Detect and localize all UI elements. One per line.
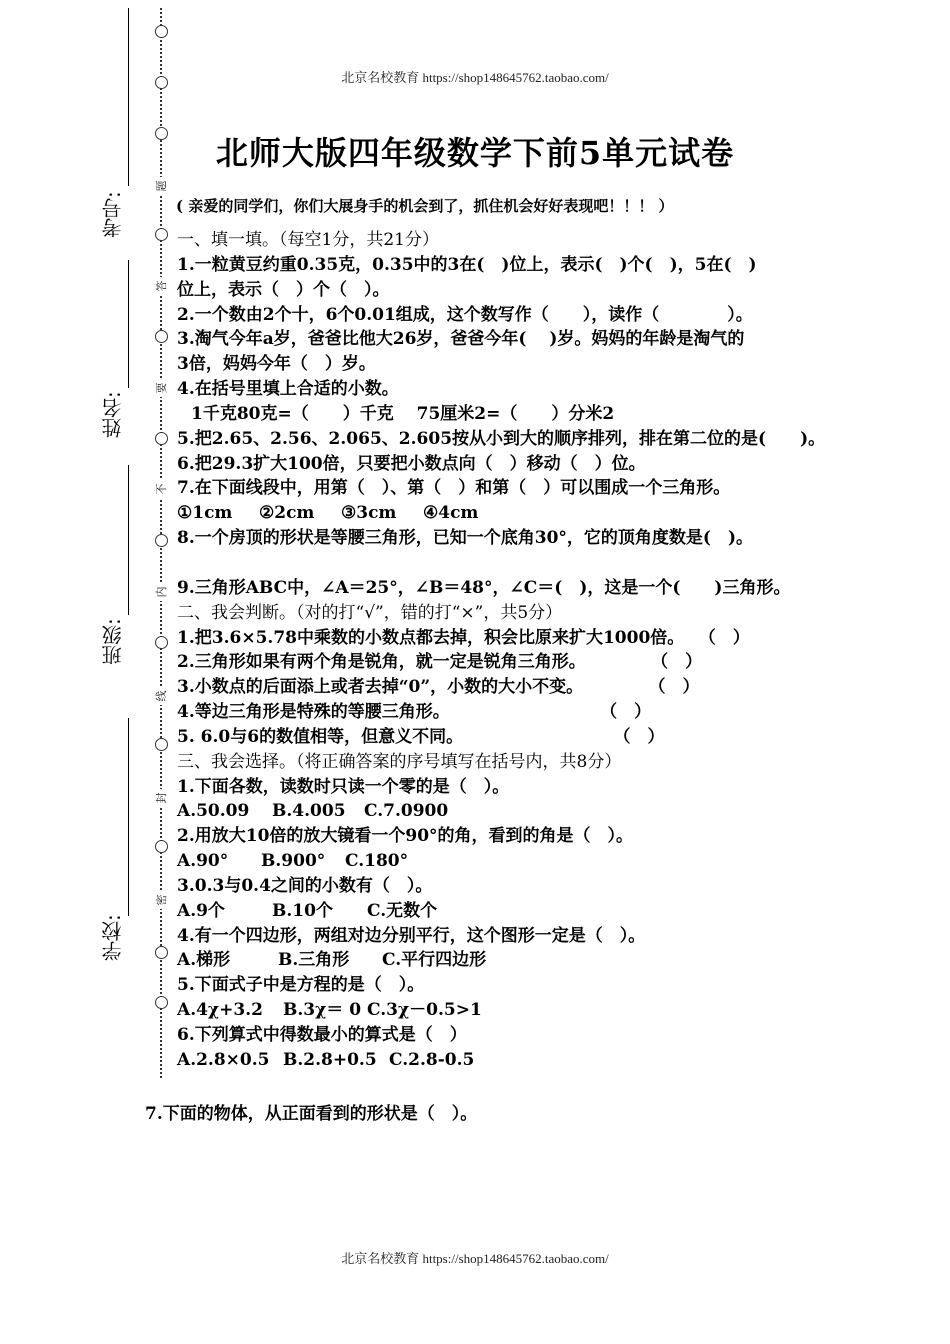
exam-line: 7.在下面线段中，用第（ ）、第（ ）和第（ ）可以围成一个三角形。 <box>177 478 731 499</box>
seal-circle <box>155 946 168 959</box>
exam-line <box>177 948 857 973</box>
exam-line: 6.把29.3扩大100倍，只要把小数点向（ ）移动（ ）位。 <box>177 453 646 474</box>
exam-number-label: 考号: <box>101 191 125 239</box>
option-item: A.50.09 <box>177 801 250 822</box>
field-line <box>128 260 129 388</box>
intro-text: ( 亲爱的同学们，你们大展身手的机会到了，抓住机会好好表现吧！！！ ） <box>176 197 674 215</box>
exam-line: 5.把2.65、2.56、2.065、2.605按从小到大的顺序排列，排在第二位的是( )。 <box>177 428 826 449</box>
exam-line: 位上，表示（ ）个（ ）。 <box>177 279 390 300</box>
exam-line <box>177 1048 857 1073</box>
seal-circle <box>155 636 168 649</box>
option-item: A.梯形 <box>177 950 231 971</box>
exam-line: 1.下面各数，读数时只读一个零的是（ ）。 <box>177 776 510 797</box>
exam-line: 三、我会选择。（将正确答案的序号填写在括号内，共8分） <box>177 751 622 772</box>
seal-circle <box>155 534 168 547</box>
option-item: C.3χ－0.5>1 <box>367 1000 482 1021</box>
seal-char: 要 <box>153 379 169 397</box>
option-item: B.900° <box>261 851 326 872</box>
exam-line: 8.一个房顶的形状是等腰三角形，已知一个底角30°，它的顶角度数是( )。 <box>177 528 753 549</box>
seal-char: 题 <box>153 177 169 195</box>
exam-content <box>177 228 857 1073</box>
option-item: C.7.0900 <box>364 801 449 822</box>
option-item: A.4χ+3.2 <box>177 1000 263 1021</box>
exam-line: 3倍，妈妈今年（ ）岁。 <box>177 354 376 375</box>
seal-char: 内 <box>153 583 169 601</box>
field-line <box>128 465 129 615</box>
seal-circle <box>155 996 168 1009</box>
exam-line: 9.三角形ABC中，∠A＝25°，∠B＝48°，∠C＝( )，这是一个( )三角形。 <box>177 577 791 598</box>
seal-circle <box>155 228 168 241</box>
option-item: C.180° <box>345 851 409 872</box>
class-label: 班级: <box>101 618 125 666</box>
seal-char: 答 <box>153 277 169 295</box>
option-item: C.平行四边形 <box>382 950 487 971</box>
seal-circle <box>155 840 168 853</box>
exam-line <box>177 998 857 1023</box>
exam-line: 5.下面式子中是方程的是（ ）。 <box>177 975 425 996</box>
option-item: ①1cm <box>177 503 233 524</box>
option-item: A.90° <box>177 851 229 872</box>
option-item: C.无数个 <box>367 900 438 921</box>
exam-line: 1.把3.6×5.78中乘数的小数点都去掉，积会比原来扩大1000倍。 （ ） <box>177 627 750 648</box>
school-label: 学校: <box>101 914 125 962</box>
option-item: ④4cm <box>423 503 479 524</box>
option-item: B.三角形 <box>278 950 350 971</box>
exam-line: 一、填一填。（每空1分，共21分） <box>177 230 439 250</box>
exam-line: 6.下列算式中得数最小的算式是（ ） <box>177 1025 467 1045</box>
exam-line: 3.淘气今年a岁，爸爸比他大26岁，爸爸今年( )岁。妈妈的年龄是淘气的 <box>177 329 745 350</box>
name-label: 姓名: <box>101 391 125 439</box>
seal-char: 密 <box>153 891 169 909</box>
exam-line: 4.等边三角形是特殊的等腰三角形。 （ ） <box>177 702 652 723</box>
exam-line: 3.0.3与0.4之间的小数有（ ）。 <box>177 875 433 896</box>
option-item: A.9个 <box>177 900 225 921</box>
seal-circle <box>155 738 168 751</box>
exam-line: 3.小数点的后面添上或者去掉“0”，小数的大小不变。 （ ） <box>177 677 700 698</box>
option-item: B.4.005 <box>272 801 346 822</box>
option-item: B.2.8+0.5 <box>283 1049 377 1070</box>
seal-circle <box>155 76 168 89</box>
option-item: ③3cm <box>341 503 397 524</box>
seal-circle <box>155 432 168 445</box>
page-title: 北师大版四年级数学下前5单元试卷 <box>215 134 735 172</box>
question-7-shape: 7.下面的物体，从正面看到的形状是（ ）。 <box>145 1104 478 1124</box>
exam-line <box>177 551 857 576</box>
exam-line: 2.一个数由2个十，6个0.01组成，这个数写作（ ），读作（ ）。 <box>177 304 753 325</box>
exam-line <box>177 849 857 874</box>
exam-line: 5. 6.0与6的数值相等，但意义不同。 （ ） <box>177 726 665 747</box>
seal-circle <box>155 25 168 38</box>
exam-line <box>177 899 857 924</box>
option-item: B.10个 <box>272 900 333 921</box>
seal-circle <box>155 330 168 343</box>
exam-line: 二、我会判断。（对的打“√”，错的打“×”，共5分） <box>177 602 563 623</box>
exam-line: 2.用放大10倍的放大镜看一个90°的角，看到的角是（ ）。 <box>177 826 634 847</box>
exam-line: 2.三角形如果有两个角是锐角，就一定是锐角三角形。 （ ） <box>177 652 703 673</box>
seal-char: 线 <box>153 687 169 705</box>
exam-line: 4.有一个四边形，两组对边分别平行，这个图形一定是（ ）。 <box>177 925 646 946</box>
exam-line: 1.一粒黄豆约重0.35克，0.35中的3在( )位上，表示( )个( )，5在( ) <box>177 254 757 275</box>
seal-char: 不 <box>153 480 169 498</box>
option-item: A.2.8×0.5 <box>177 1049 270 1070</box>
option-item: ②2cm <box>259 503 315 524</box>
exam-line <box>177 501 857 526</box>
seal-char: 封 <box>153 789 169 807</box>
page-footer: 北京名校教育 https://shop148645762.taobao.com/ <box>341 1251 609 1266</box>
exam-line: 4.在括号里填上合适的小数。 <box>177 379 399 400</box>
exam-line: 1千克80克=（ ）千克 75厘米2=（ ）分米2 <box>191 403 615 424</box>
exam-line <box>177 799 857 824</box>
option-item: B.3χ＝ 0 <box>283 1000 362 1021</box>
option-item: C.2.8-0.5 <box>389 1049 475 1070</box>
field-line <box>128 718 129 916</box>
page-header: 北京名校教育 https://shop148645762.taobao.com/ <box>341 70 609 85</box>
